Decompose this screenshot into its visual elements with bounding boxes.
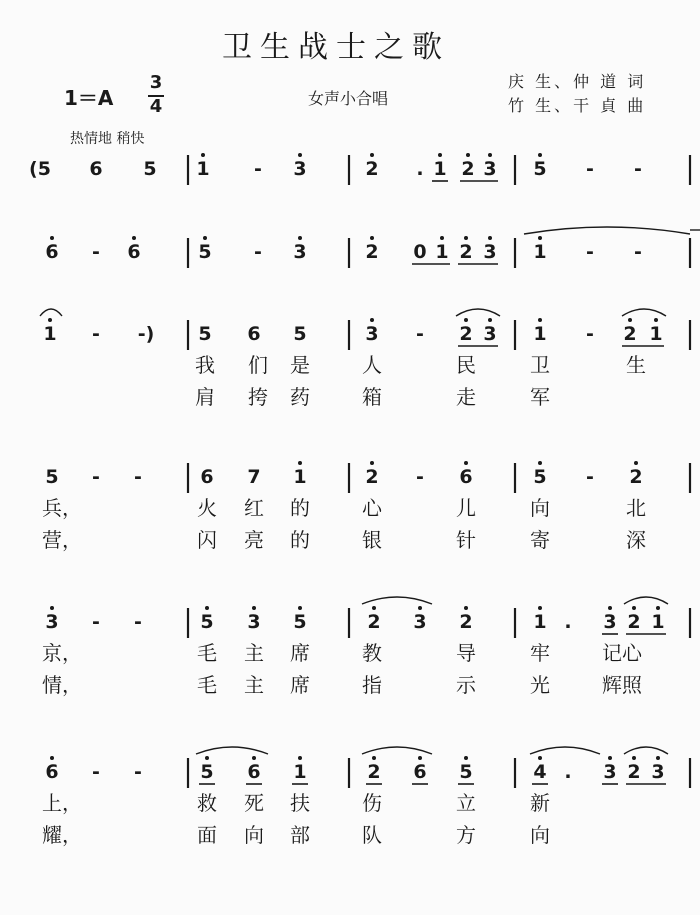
octave-dot [252, 756, 256, 760]
note: 2 [459, 611, 473, 633]
lyric-line2-syllable: 寄 [530, 528, 550, 552]
note: 1 [649, 323, 663, 345]
ensemble-label: 女声小合唱 [308, 89, 389, 108]
note: - [92, 761, 100, 783]
lyric-line1-syllable: 救 [197, 791, 217, 815]
octave-dot [298, 461, 302, 465]
note: . [564, 611, 572, 633]
lyric-line1-syllable: 主 [244, 641, 264, 665]
note: 1 [433, 158, 447, 180]
lyric-line1-syllable: 北 [626, 496, 646, 520]
tempo-marking: 热情地 稍快 [70, 131, 145, 147]
note: - [92, 466, 100, 488]
note: - [586, 466, 594, 488]
octave-dot [370, 153, 374, 157]
octave-dot [488, 153, 492, 157]
octave-dot [608, 606, 612, 610]
octave-dot [656, 756, 660, 760]
note: 1 [293, 761, 307, 783]
lyric-line2-syllable: 的 [290, 528, 310, 552]
note: 5 [198, 241, 212, 263]
note: 3 [293, 158, 307, 180]
note: 3 [247, 611, 261, 633]
note: 1 [196, 158, 210, 180]
note: 5 [293, 323, 307, 345]
octave-dot [132, 236, 136, 240]
lyric-line2-syllable: 闪 [197, 528, 217, 552]
note: 3 [413, 611, 427, 633]
note: (5 [29, 158, 51, 180]
lyric-line2-syllable: 部 [290, 823, 310, 847]
lyric-line2-syllable: 肩 [195, 385, 215, 409]
octave-dot [538, 318, 542, 322]
note: 2 [461, 158, 475, 180]
song-title: 卫生战士之歌 [222, 30, 450, 65]
note: 5 [293, 611, 307, 633]
lyric-line1-syllable: 立 [456, 791, 476, 815]
lyric-line2-syllable: 营， [42, 528, 82, 552]
lyric-line2-syllable: 方 [456, 823, 476, 847]
note: - [92, 241, 100, 263]
lyric-line2-syllable: 耀， [42, 823, 82, 847]
octave-dot [466, 153, 470, 157]
note: 6 [413, 761, 427, 783]
note: 6 [45, 241, 59, 263]
slur [622, 309, 666, 316]
note: 6 [45, 761, 59, 783]
lyric-line2-syllable: 席 [290, 673, 310, 697]
octave-dot [372, 756, 376, 760]
lyric-line1-syllable: 心 [362, 496, 382, 520]
lyric-line2-syllable: 光 [530, 673, 550, 697]
octave-dot [464, 318, 468, 322]
octave-dot [488, 236, 492, 240]
note: 5 [45, 466, 59, 488]
note: 2 [627, 611, 641, 633]
note: 2 [459, 241, 473, 263]
lyric-line1-syllable: 毛 [197, 641, 217, 665]
lyric-line2-syllable: 向 [244, 823, 264, 847]
note: 3 [483, 323, 497, 345]
octave-dot [654, 318, 658, 322]
note: 5 [198, 323, 212, 345]
slur [624, 597, 668, 604]
octave-dot [656, 606, 660, 610]
octave-dot [634, 461, 638, 465]
note: 2 [365, 158, 379, 180]
lyric-line1-syllable: 扶 [290, 791, 310, 815]
lyric-line1-syllable: 我 [195, 353, 215, 377]
octave-dot [298, 756, 302, 760]
note: 2 [623, 323, 637, 345]
slur [624, 747, 668, 754]
note: 3 [293, 241, 307, 263]
octave-dot [438, 153, 442, 157]
lyric-line1-syllable: 的 [290, 496, 310, 520]
note: 3 [483, 158, 497, 180]
octave-dot [298, 606, 302, 610]
octave-dot [48, 318, 52, 322]
time-signature-numerator: 3 [149, 72, 163, 93]
octave-dot [298, 153, 302, 157]
lyric-line2-syllable: 亮 [244, 528, 264, 552]
note: - [134, 611, 142, 633]
octave-dot [370, 236, 374, 240]
lyric-line1-syllable: 教 [362, 641, 382, 665]
composer-credit: 竹 生、干 貞 曲 [508, 96, 647, 115]
lyric-line2-syllable: 走 [456, 385, 476, 409]
octave-dot [538, 756, 542, 760]
lyric-line1-syllable: 民 [456, 353, 476, 377]
lyric-line2-syllable: 队 [362, 823, 382, 847]
octave-dot [201, 153, 205, 157]
lyric-line1-syllable: 人 [362, 353, 382, 377]
key-signature: 1＝A [64, 86, 114, 110]
octave-dot [418, 756, 422, 760]
lyric-line2-syllable: 挎 [248, 385, 268, 409]
octave-dot [464, 756, 468, 760]
octave-dot [628, 318, 632, 322]
lyric-line1-syllable: 席 [290, 641, 310, 665]
note: 2 [365, 466, 379, 488]
lyric-line2-syllable: 箱 [362, 385, 382, 409]
lyric-line1-syllable: 们 [248, 353, 268, 377]
octave-dot [488, 318, 492, 322]
note: 6 [247, 761, 261, 783]
octave-dot [538, 606, 542, 610]
octave-dot [205, 606, 209, 610]
note: 1 [533, 323, 547, 345]
lyric-line1-syllable: 新 [530, 791, 550, 815]
octave-dot [50, 606, 54, 610]
note: 1 [435, 241, 449, 263]
lyric-line2-syllable: 向 [530, 823, 550, 847]
lyric-line1-syllable: 记心 [602, 641, 642, 665]
slur [196, 747, 268, 754]
octave-dot [50, 756, 54, 760]
note: 3 [365, 323, 379, 345]
lyric-line2-syllable: 药 [290, 385, 310, 409]
lyric-line1-syllable: 上， [42, 791, 82, 815]
lyric-line1-syllable: 向 [530, 496, 550, 520]
lyric-line1-syllable: 火 [197, 496, 217, 520]
octave-dot [538, 461, 542, 465]
lyric-line2-syllable: 辉照 [602, 673, 642, 697]
note: 6 [127, 241, 141, 263]
lyric-line1-syllable: 牢 [530, 641, 550, 665]
lyric-line1-syllable: 是 [290, 353, 310, 377]
note: 2 [459, 323, 473, 345]
octave-dot [608, 756, 612, 760]
octave-dot [632, 756, 636, 760]
time-signature-denominator: 4 [149, 96, 163, 117]
note: -) [137, 323, 155, 345]
lyric-line2-syllable: 针 [456, 528, 476, 552]
note: 6 [247, 323, 261, 345]
note: - [586, 323, 594, 345]
octave-dot [372, 606, 376, 610]
lyric-line2-syllable: 面 [197, 823, 217, 847]
lyric-line2-syllable: 毛 [197, 673, 217, 697]
note: - [416, 466, 424, 488]
octave-dot [464, 461, 468, 465]
note: 5 [459, 761, 473, 783]
note: - [586, 241, 594, 263]
octave-dot [464, 606, 468, 610]
lyric-line2-syllable: 情， [42, 673, 82, 697]
note: 2 [365, 241, 379, 263]
note: - [134, 761, 142, 783]
note: 3 [603, 611, 617, 633]
lyric-line1-syllable: 导 [456, 641, 476, 665]
octave-dot [298, 236, 302, 240]
note: - [254, 158, 262, 180]
note: 3 [603, 761, 617, 783]
lyric-line1-syllable: 京， [42, 641, 82, 665]
octave-dot [370, 318, 374, 322]
octave-dot [538, 236, 542, 240]
note: 0 [413, 241, 427, 263]
lyric-line2-syllable: 深 [626, 528, 646, 552]
slur [456, 309, 500, 316]
octave-dot [632, 606, 636, 610]
note: 7 [247, 466, 261, 488]
lyric-line2-syllable: 银 [362, 528, 382, 552]
note: 6 [89, 158, 103, 180]
octave-dot [252, 606, 256, 610]
note: 2 [629, 466, 643, 488]
lyricist-credit: 庆 生、仲 道 词 [508, 72, 647, 91]
note: 1 [651, 611, 665, 633]
lyric-line1-syllable: 死 [244, 791, 264, 815]
slur [362, 747, 432, 754]
note: - [634, 158, 642, 180]
note: - [134, 466, 142, 488]
note: 5 [200, 761, 214, 783]
lyric-line2-syllable: 军 [530, 385, 550, 409]
lyric-line2-syllable: 主 [244, 673, 264, 697]
lyric-line2-syllable: 指 [362, 673, 382, 697]
note: 2 [367, 611, 381, 633]
note: 5 [200, 611, 214, 633]
lyric-line1-syllable: 卫 [530, 353, 550, 377]
note: 5 [143, 158, 157, 180]
note: . [416, 158, 424, 180]
octave-dot [538, 153, 542, 157]
octave-dot [50, 236, 54, 240]
lyric-line1-syllable: 伤 [362, 791, 382, 815]
octave-dot [418, 606, 422, 610]
note: - [254, 241, 262, 263]
note: 6 [200, 466, 214, 488]
note: . [564, 761, 572, 783]
note: - [92, 323, 100, 345]
note: 6 [459, 466, 473, 488]
note: 5 [533, 158, 547, 180]
note: 5 [533, 466, 547, 488]
slur [530, 747, 600, 754]
note: 4 [533, 761, 547, 783]
note: 1 [533, 241, 547, 263]
octave-dot [370, 461, 374, 465]
octave-dot [464, 236, 468, 240]
note: - [92, 611, 100, 633]
note: 1 [293, 466, 307, 488]
octave-dot [203, 236, 207, 240]
note: 3 [45, 611, 59, 633]
note: - [634, 241, 642, 263]
lyric-line1-syllable: 儿 [456, 496, 476, 520]
lyric-line1-syllable: 生 [626, 353, 646, 377]
note: 2 [367, 761, 381, 783]
note: 1 [533, 611, 547, 633]
slur [362, 597, 432, 604]
lyric-line1-syllable: 兵， [42, 496, 82, 520]
octave-dot [440, 236, 444, 240]
slur [524, 227, 690, 234]
note: - [586, 158, 594, 180]
slur [40, 309, 62, 316]
lyric-line1-syllable: 红 [244, 496, 264, 520]
note: 2 [627, 761, 641, 783]
note: - [416, 323, 424, 345]
note: 3 [651, 761, 665, 783]
note: 3 [483, 241, 497, 263]
note: 1 [43, 323, 57, 345]
octave-dot [205, 756, 209, 760]
lyric-line2-syllable: 示 [456, 673, 476, 697]
